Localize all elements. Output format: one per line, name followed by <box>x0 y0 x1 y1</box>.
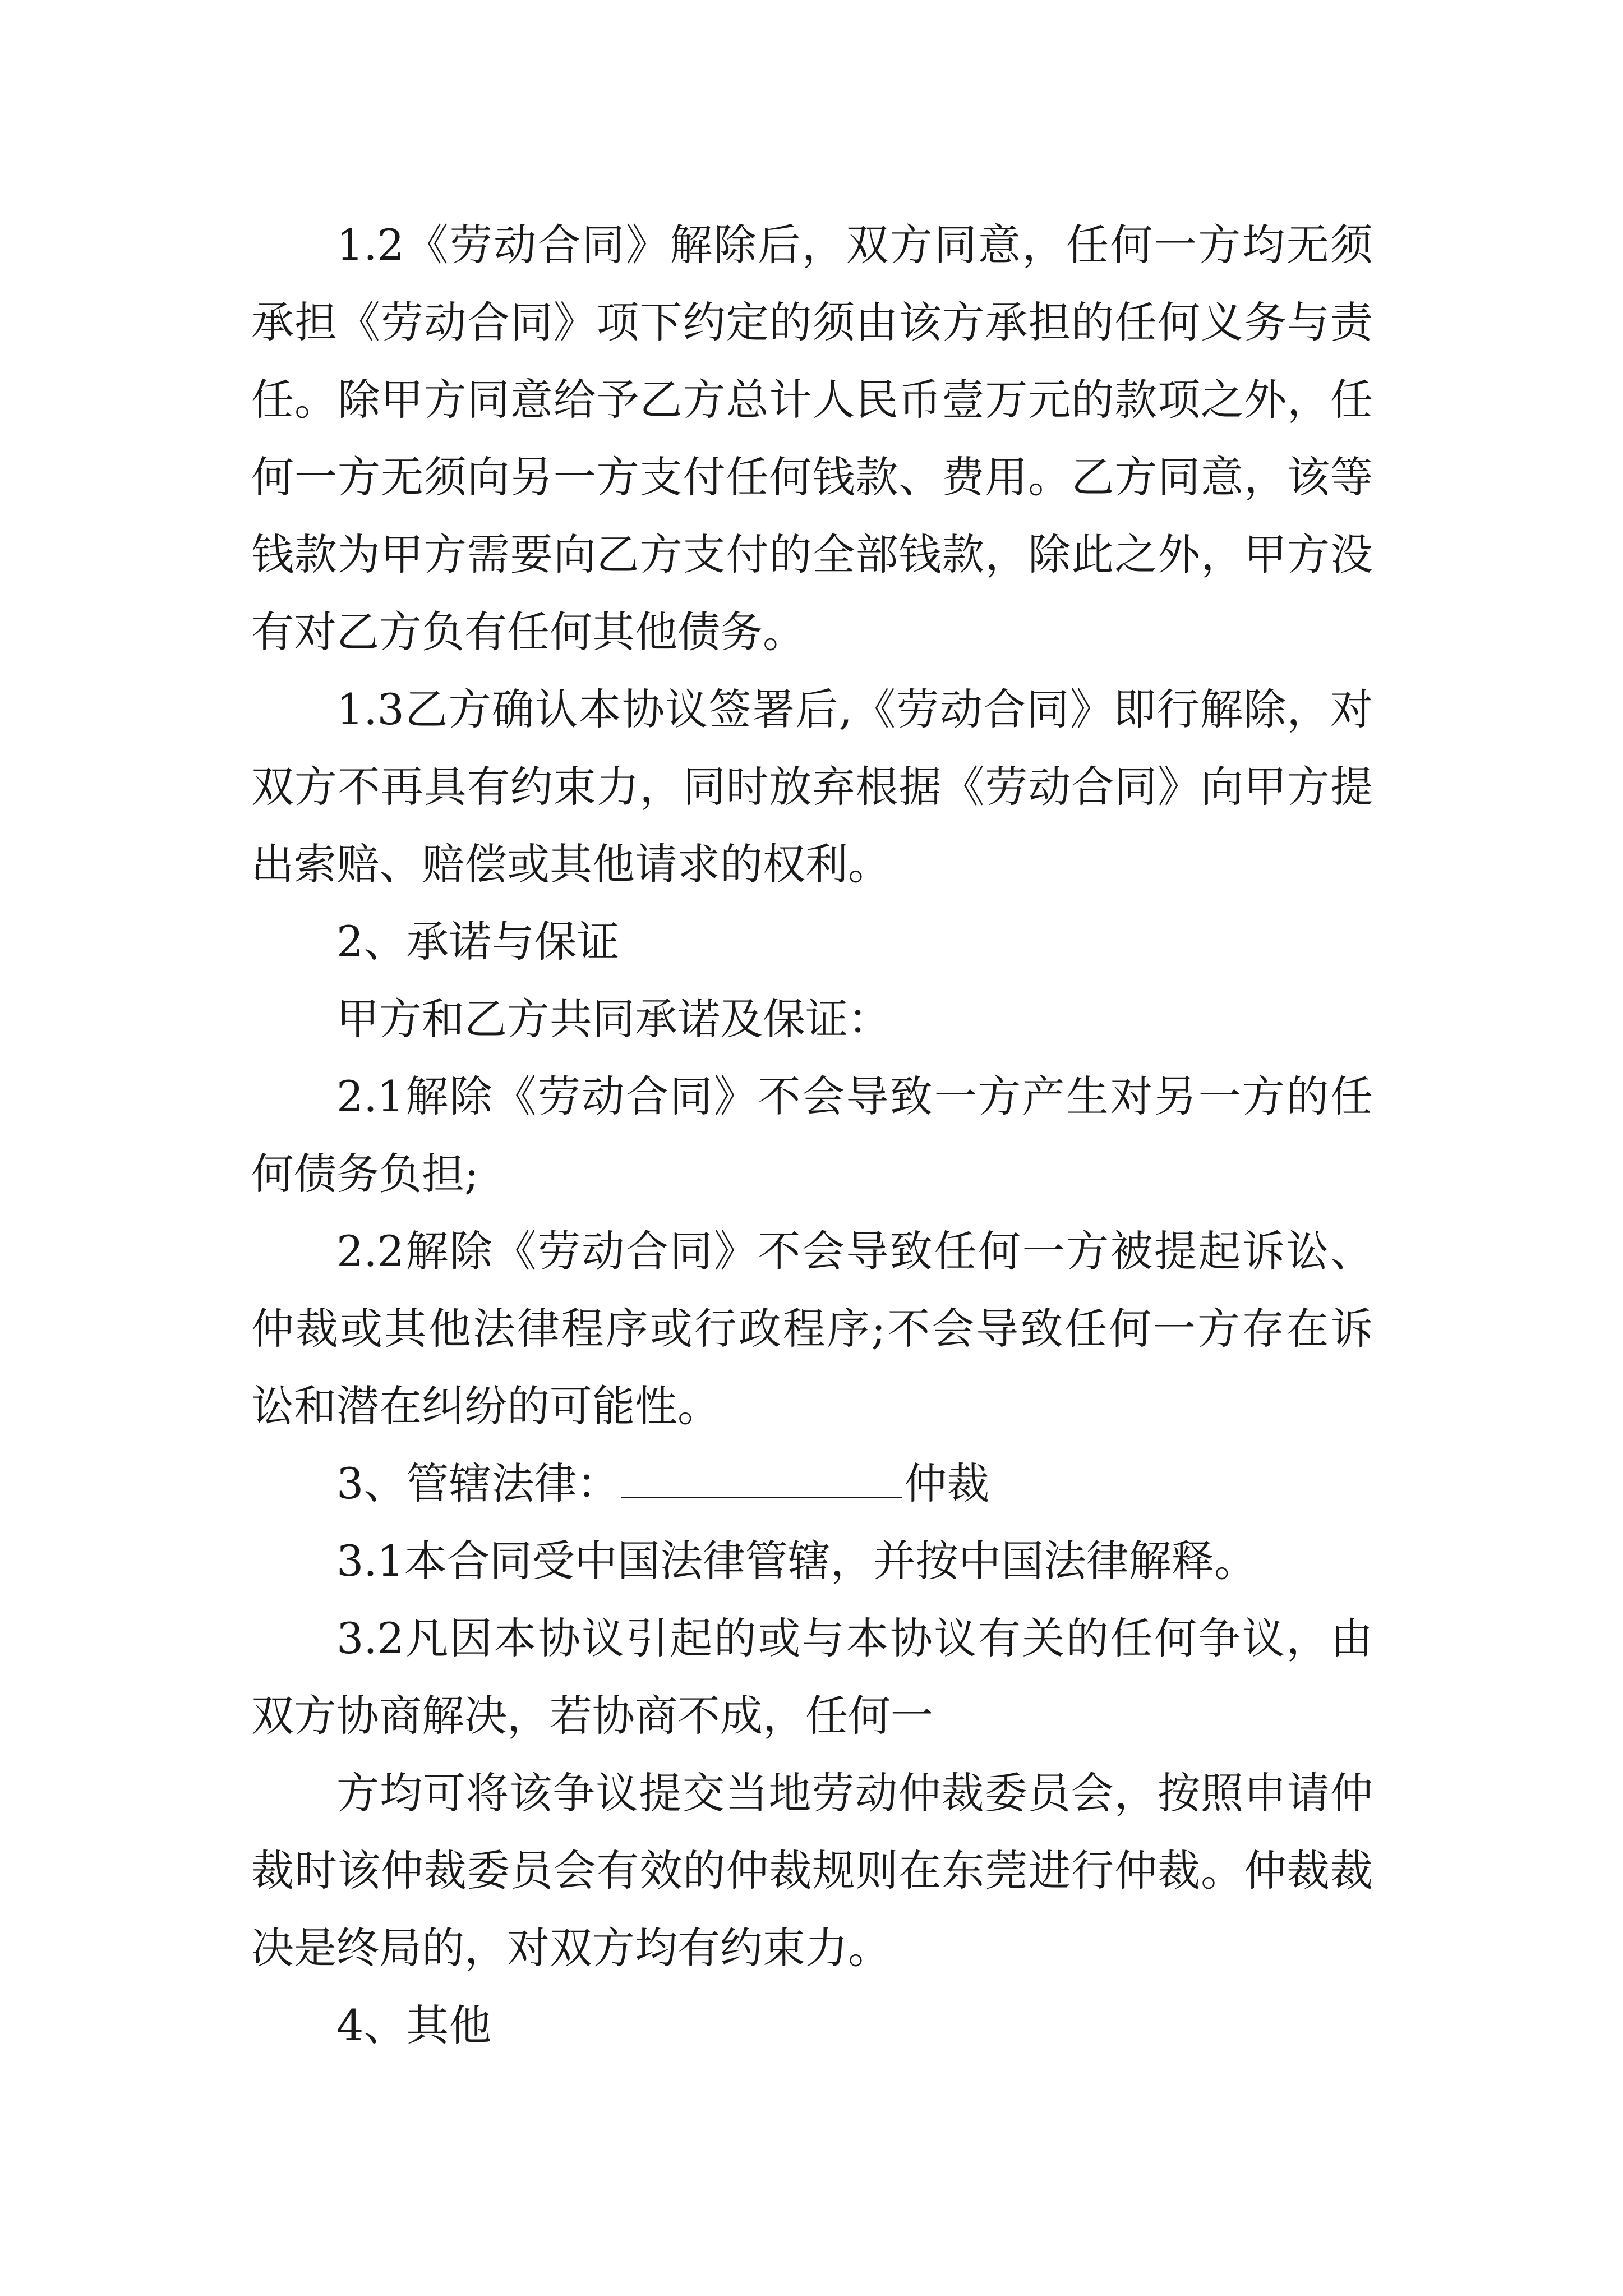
paragraph-arbitration-line-2: 裁时该仲裁委员会有效的仲裁规则在东莞进行仲裁。仲裁裁 <box>251 1846 1373 1895</box>
paragraph-1-3-line-3: 出索赔、赔偿或其他请求的权利。 <box>251 839 891 889</box>
section-heading-3-label: 3、管辖法律： <box>336 1458 620 1508</box>
section-heading-3-suffix: 仲裁 <box>904 1458 990 1508</box>
paragraph-3-2-line-1: 3.2凡因本协议引起的或与本协议有关的任何争议，由 <box>336 1613 1373 1663</box>
paragraph-1-2-line-1: 1.2《劳动合同》解除后，双方同意，任何一方均无须 <box>336 220 1373 270</box>
paragraph-1-2-line-3: 任。除甲方同意给予乙方总计人民币壹万元的款项之外，任 <box>251 375 1373 425</box>
paragraph-commitment-intro: 甲方和乙方共同承诺及保证： <box>336 994 891 1044</box>
paragraph-1-2-line-4: 何一方无须向另一方支付任何钱款、费用。乙方同意，该等 <box>251 452 1373 502</box>
paragraph-1-3-line-2: 双方不再具有约束力，同时放弃根据《劳动合同》向甲方提 <box>251 762 1373 812</box>
paragraph-1-2-line-6: 有对乙方负有任何其他债务。 <box>251 607 805 657</box>
paragraph-3-1: 3.1本合同受中国法律管辖，并按中国法律解释。 <box>336 1536 1257 1586</box>
paragraph-3-2-line-2: 双方协商解决，若协商不成，任何一 <box>251 1691 933 1741</box>
paragraph-1-2-line-5: 钱款为甲方需要向乙方支付的全部钱款，除此之外，甲方没 <box>251 530 1373 579</box>
paragraph-arbitration-line-3: 决是终局的，对双方均有约束力。 <box>251 1923 891 1973</box>
paragraph-1-3-line-1: 1.3乙方确认本协议签署后,《劳动合同》即行解除，对 <box>336 684 1373 734</box>
paragraph-2-2-line-2: 仲裁或其他法律程序或行政程序;不会导致任何一方存在诉 <box>251 1304 1373 1354</box>
paragraph-2-2-line-3: 讼和潜在纠纷的可能性。 <box>251 1381 720 1431</box>
paragraph-1-2-line-2: 承担《劳动合同》项下约定的须由该方承担的任何义务与责 <box>251 297 1373 347</box>
paragraph-arbitration-line-1: 方均可将该争议提交当地劳动仲裁委员会，按照申请仲 <box>336 1768 1373 1818</box>
section-heading-4: 4、其他 <box>336 2000 492 2050</box>
section-heading-3 <box>336 1444 1373 1523</box>
paragraph-2-1-line-2: 何债务负担; <box>251 1149 479 1199</box>
section-heading-2: 2、承诺与保证 <box>336 917 620 967</box>
arbitration-blank-field <box>621 1457 902 1498</box>
paragraph-2-1-line-1: 2.1解除《劳动合同》不会导致一方产生对另一方的任 <box>336 1071 1373 1121</box>
paragraph-2-2-line-1: 2.2解除《劳动合同》不会导致任何一方被提起诉讼、 <box>336 1226 1373 1276</box>
